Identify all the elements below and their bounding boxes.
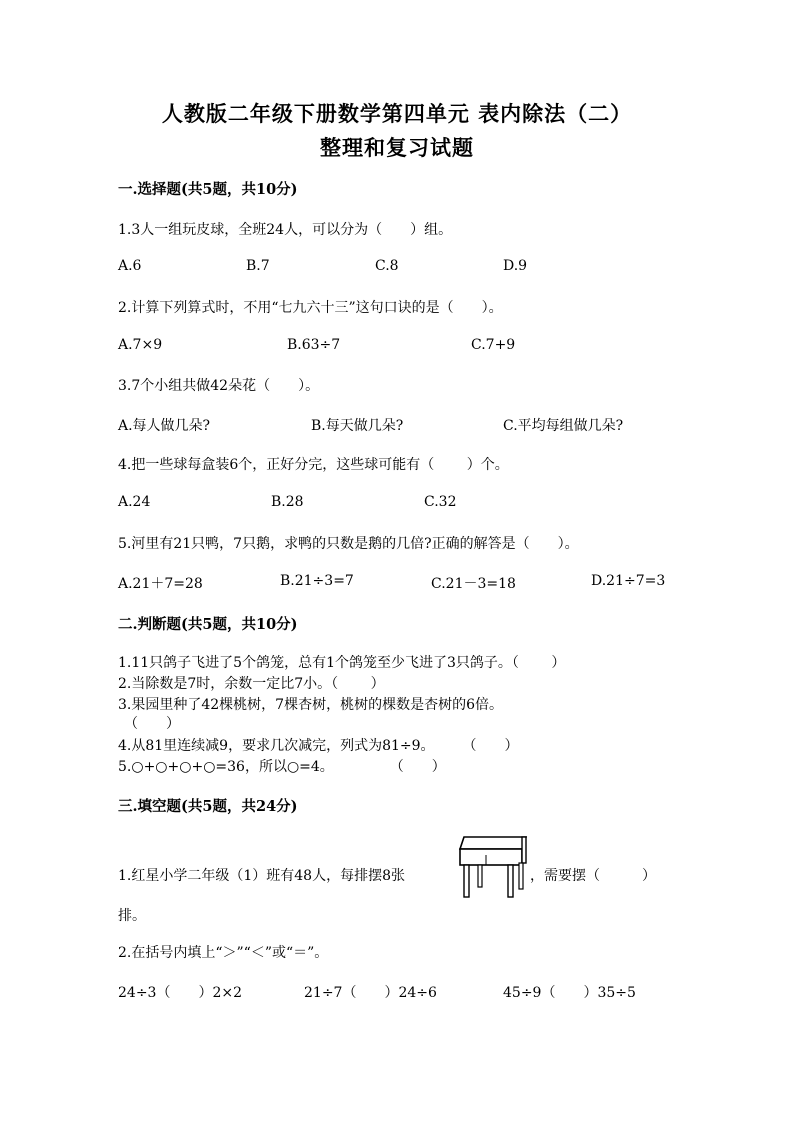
s2-statement-1: 1.11只鸽子飞进了5个鸽笼，总有1个鸽笼至少飞进了3只鸽子。（ ）: [118, 655, 566, 671]
s1-q1-option-c: C.8: [375, 258, 399, 274]
s1-q2-option-b: B.63÷7: [287, 337, 341, 353]
section-1-heading: 一.选择题(共5题，共10分): [118, 181, 298, 198]
s1-question-2: 2.计算下列算式时，不用“七九六十三”这句口诀的是（ ）。: [118, 300, 503, 316]
s1-q5-option-d: D.21÷7=3: [591, 573, 666, 589]
s1-q4-option-c: C.32: [424, 494, 457, 510]
s1-q5-option-a: A.21＋7=28: [118, 576, 203, 592]
s3-q1-unit: 排。: [118, 908, 146, 924]
s1-q5-option-b: B.21÷3=7: [280, 573, 354, 589]
s1-q5-option-c: C.21－3=18: [431, 576, 516, 592]
s3-q1-text: 1.红星小学二年级（1）班有48人，每排摆8张: [118, 868, 405, 884]
s3-q1-answer: ，需要摆（ ）: [530, 868, 656, 884]
s1-question-1: 1.3人一组玩皮球，全班24人，可以分为（ ）组。: [118, 222, 453, 238]
s1-question-5: 5.河里有21只鸭，7只鹅，求鸭的只数是鹅的几倍?正确的解答是（ ）。: [118, 536, 579, 552]
s1-question-4: 4.把一些球每盒装6个，正好分完，这些球可能有（ ）个。: [118, 457, 509, 473]
s1-q3-option-a: A.每人做几朵?: [118, 418, 211, 434]
section-2-heading: 二.判断题(共5题，共10分): [118, 616, 298, 633]
s1-q4-option-b: B.28: [271, 494, 304, 510]
s3-q2-item-1: 24÷3（ ）2×2: [118, 985, 242, 1001]
s3-q2-item-2: 21÷7（ ）24÷6: [304, 985, 437, 1001]
desk-icon: [456, 833, 528, 901]
s1-q2-option-a: A.7×9: [118, 337, 163, 353]
s1-q1-option-a: A.6: [118, 258, 142, 274]
s1-question-3: 3.7个小组共做42朵花（ ）。: [118, 378, 320, 394]
s2-statement-3: 3.果园里种了42棵桃树，7棵杏树，桃树的棵数是杏树的6倍。: [118, 697, 503, 713]
s1-q1-option-d: D.9: [503, 258, 528, 274]
s3-question-2: 2.在括号内填上“＞”“＜”或“＝”。: [118, 945, 329, 961]
s2-statement-5: 5.○+○+○+○=36，所以○=4。 （ ）: [118, 759, 446, 775]
s2-statement-2: 2.当除数是7时，余数一定比7小。（ ）: [118, 676, 385, 692]
s1-q4-option-a: A.24: [118, 494, 151, 510]
section-3-heading: 三.填空题(共5题，共24分): [118, 798, 298, 815]
s1-q2-option-c: C.7+9: [471, 337, 516, 353]
s2-statement-4: 4.从81里连续减9，要求几次减完，列式为81÷9。 （ ）: [118, 738, 519, 754]
title-line-1: 人教版二年级下册数学第四单元 表内除法（二）: [161, 101, 633, 126]
s3-q2-item-3: 45÷9（ ）35÷5: [503, 985, 636, 1001]
s2-statement-3-bracket: （ ）: [124, 716, 180, 732]
s1-q3-option-c: C.平均每组做几朵?: [503, 418, 624, 434]
title-line-2: 整理和复习试题: [320, 135, 474, 160]
s1-q3-option-b: B.每天做几朵?: [311, 418, 404, 434]
s1-q1-option-b: B.7: [246, 258, 270, 274]
